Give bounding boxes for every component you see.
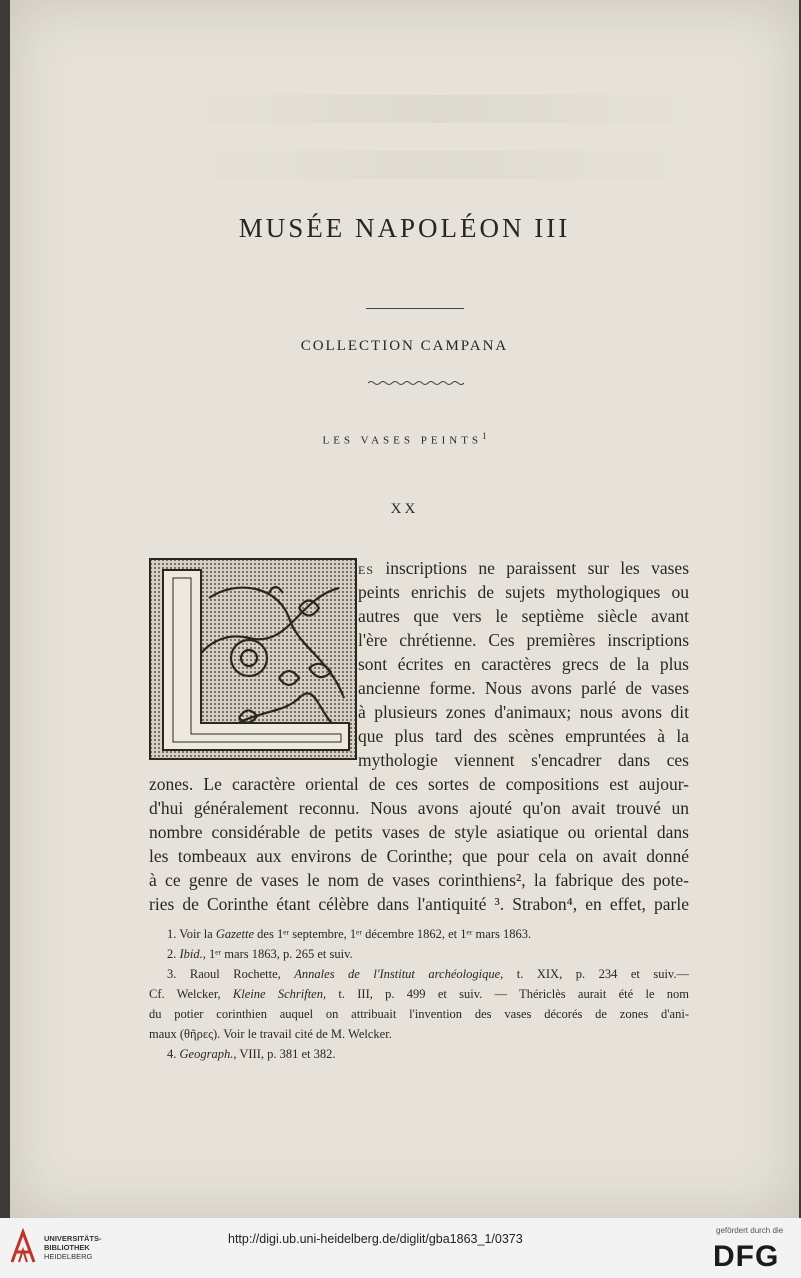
footnote-1-text-c: des 1ᵉʳ septembre, 1ᵉʳ décembre 1862, et 1ᵉʳ mars 1863. [254,927,532,941]
university-library-logo-icon[interactable] [8,1228,38,1266]
footnote-1 [149,924,689,944]
library-name[interactable] [44,1234,102,1261]
ornamental-dropcap-l [149,558,357,760]
section-heading [10,431,799,447]
footnote-3-num: 3. [167,967,177,981]
body-line-12: nombre considérable de petits vases de style asiatique ou oriental dans [149,822,689,842]
dfg-logo-text: DFG [713,1240,780,1270]
footnote-3-text-c: Cf. Welcker, [149,987,233,1001]
footnote-1-num: 1. [167,927,177,941]
footnote-4-text: , VIII, p. 381 et 382. [233,1047,336,1061]
section-heading-text: LES VASES PEINTS [322,434,483,447]
footnote-1-italic: Gazette [215,927,255,941]
body-line-13: les tombeaux aux environs de Corinthe; que pour cela on avait donné [149,846,689,866]
body-line-11: d'hui généralement reconnu. Nous avons ajouté qu'on avait trouvé un [149,798,689,818]
first-word-small-caps: ES [358,563,375,577]
footnote-4-num: 4. [167,1047,177,1061]
body-line-1-text: inscriptions ne paraissent sur les vases [374,558,689,578]
footnote-3-text-b: , t. XIX, p. 234 et suiv.— [500,967,689,981]
page-title: MUSÉE NAPOLÉON III [238,213,571,243]
body-line-3: autres que vers le septième siècle avant [358,606,689,626]
permalink-url[interactable]: http://digi.ub.uni-heidelberg.de/diglit/gba1863_1/0373 [228,1232,523,1246]
body-line-1 [358,556,689,582]
body-line-4: l'ère chrétienne. Ces premières inscriptions [358,630,689,650]
body-line-15: ries de Corinthe étant célèbre dans l'antiquité ³. Strabon⁴, en effet, parle [149,894,689,914]
footnote-3-line-4: maux (θῆρες). Voir le travail cité de M. Welcker. [149,1027,392,1041]
body-line-9: mythologie viennent s'encadrer dans ces [358,750,689,770]
body-line-5: sont écrites en caractères grecs de la plus [358,654,689,674]
bleed-through-text [160,95,720,179]
collection-subtitle: COLLECTION CAMPANA [300,338,509,354]
dfg-logo-icon[interactable] [710,1238,792,1270]
body-line-14: à ce genre de vases le nom de vases corinthiens², la fabrique des pote- [149,870,689,890]
footnote-2 [149,944,689,964]
footnote-4 [149,1044,689,1064]
footnote-3-line-1 [149,964,689,984]
library-name-line-1: UNIVERSITÄTS- [44,1234,102,1243]
library-name-line-3: HEIDELBERG [44,1252,93,1261]
chapter-number: XX [390,501,419,517]
library-name-line-2: BIBLIOTHEK [44,1243,90,1252]
footnote-3-line-3: du potier corinthien auquel on attribuait l'invention des vases décorés de zones d'ani- [149,1007,689,1021]
footnote-3-text-d: , t. III, p. 499 et suiv. — Thériclès aurait été le nom [322,987,689,1001]
body-line-6: ancienne forme. Nous avons parlé de vases [358,678,689,698]
viewer-footer [0,1218,801,1278]
footnote-3-italic-b: Kleine Schriften [232,987,323,1001]
footnote-2-italic: Ibid. [179,947,203,961]
footnote-4-italic: Geograph. [179,1047,234,1061]
title-divider [366,308,464,309]
wavy-divider [368,380,464,386]
body-line-10: zones. Le caractère oriental de ces sortes de compositions est aujour- [149,774,689,794]
footnote-3-text-a: Raoul Rochette, [176,967,295,981]
footnote-3-line-2 [149,984,689,1004]
footnote-2-text: , 1ᵉʳ mars 1863, p. 265 et suiv. [202,947,353,961]
body-line-2: peints enrichis de sujets mythologiques ou [358,582,689,602]
footnote-2-num: 2. [167,947,177,961]
footnote-1-text-a: Voir la [176,927,216,941]
body-line-8: que plus tard des scènes empruntées à la [358,726,689,746]
scanned-page [10,0,799,1218]
body-line-7: à plusieurs zones d'animaux; nous avons dit [358,702,689,722]
footnote-ref-1: 1 [482,431,487,441]
footnote-3-italic-a: Annales de l'Institut archéologique [294,967,501,981]
funded-by-label: gefördert durch die [716,1226,784,1235]
